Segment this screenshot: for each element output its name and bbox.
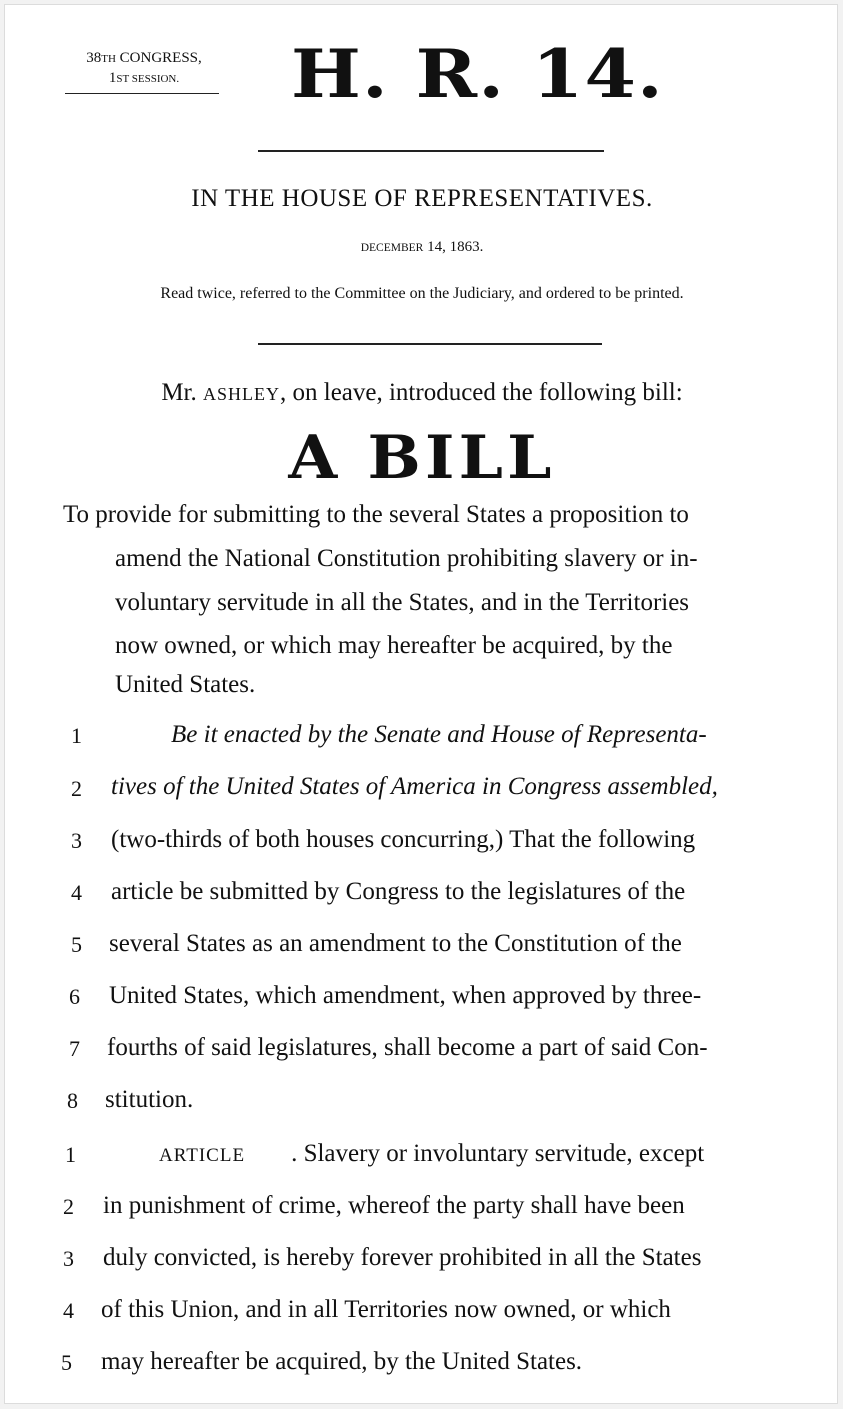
enacting-line: (two-thirds of both houses concurring,) That the following: [111, 826, 696, 853]
line-number: 6: [69, 984, 80, 1009]
enacting-line: United States, which amendment, when approved by three-: [109, 982, 702, 1009]
line-number: 3: [71, 828, 82, 853]
line-number: 7: [69, 1036, 80, 1061]
congress-session-label: [65, 49, 223, 89]
line-number: 3: [63, 1246, 74, 1271]
introduction-date: DECEMBER 14, 1863.: [360, 239, 484, 255]
congress-line: 38TH CONGRESS,: [86, 50, 202, 66]
article-label: ARTICLE: [159, 1145, 246, 1166]
title-line: now owned, or which may hereafter be acquired, by the: [115, 632, 673, 659]
chamber-heading: IN THE HOUSE OF REPRESENTATIVES.: [191, 185, 653, 212]
enacting-line: article be submitted by Congress to the legislatures of the: [111, 878, 686, 905]
line-number: 1: [71, 723, 82, 748]
line-number: 5: [61, 1350, 72, 1375]
line-number: 5: [71, 932, 82, 957]
article-line: may hereafter be acquired, by the United States.: [101, 1348, 583, 1375]
title-line: To provide for submitting to the several States a proposition to: [63, 501, 689, 528]
document-type-heading: A BILL: [288, 423, 556, 493]
enacting-line: fourths of said legislatures, shall become a part of said Con-: [107, 1034, 708, 1061]
enacting-line: several States as an amendment to the Constitution of the: [109, 930, 682, 957]
title-line: United States.: [115, 671, 256, 698]
session-line: 1ST SESSION.: [108, 70, 180, 86]
enacting-line: stitution.: [105, 1086, 194, 1113]
article-line: ARTICLE . Slavery or involuntary servitude, except: [159, 1140, 705, 1167]
title-line: voluntary servitude in all the States, and in the Territories: [115, 589, 690, 616]
line-number: 4: [71, 880, 82, 905]
enacting-line: tives of the United States of America in Congress assembled,: [111, 773, 718, 800]
article-line: of this Union, and in all Territories now owned, or which: [101, 1296, 671, 1323]
congress-underline: [65, 93, 219, 94]
header-divider: [258, 150, 604, 152]
line-number: 2: [63, 1194, 74, 1219]
document-page: [4, 4, 838, 1404]
title-line: amend the National Constitution prohibiting slavery or in-: [115, 545, 698, 572]
line-number: 8: [67, 1088, 78, 1113]
enacting-line: Be it enacted by the Senate and House of Representa-: [171, 721, 707, 748]
bill-number: H. R. 14.: [291, 35, 664, 113]
article-line: duly convicted, is hereby forever prohibited in all the States: [103, 1244, 702, 1271]
line-number: 2: [71, 776, 82, 801]
introduction-line: Mr. ASHLEY, on leave, introduced the following bill:: [161, 379, 683, 406]
line-number: 4: [63, 1298, 74, 1323]
article-line: in punishment of crime, whereof the party shall have been: [103, 1192, 685, 1219]
referral-note: Read twice, referred to the Committee on the Judiciary, and ordered to be printed.: [160, 285, 684, 302]
section-divider: [258, 343, 602, 345]
line-number: 1: [65, 1142, 76, 1167]
